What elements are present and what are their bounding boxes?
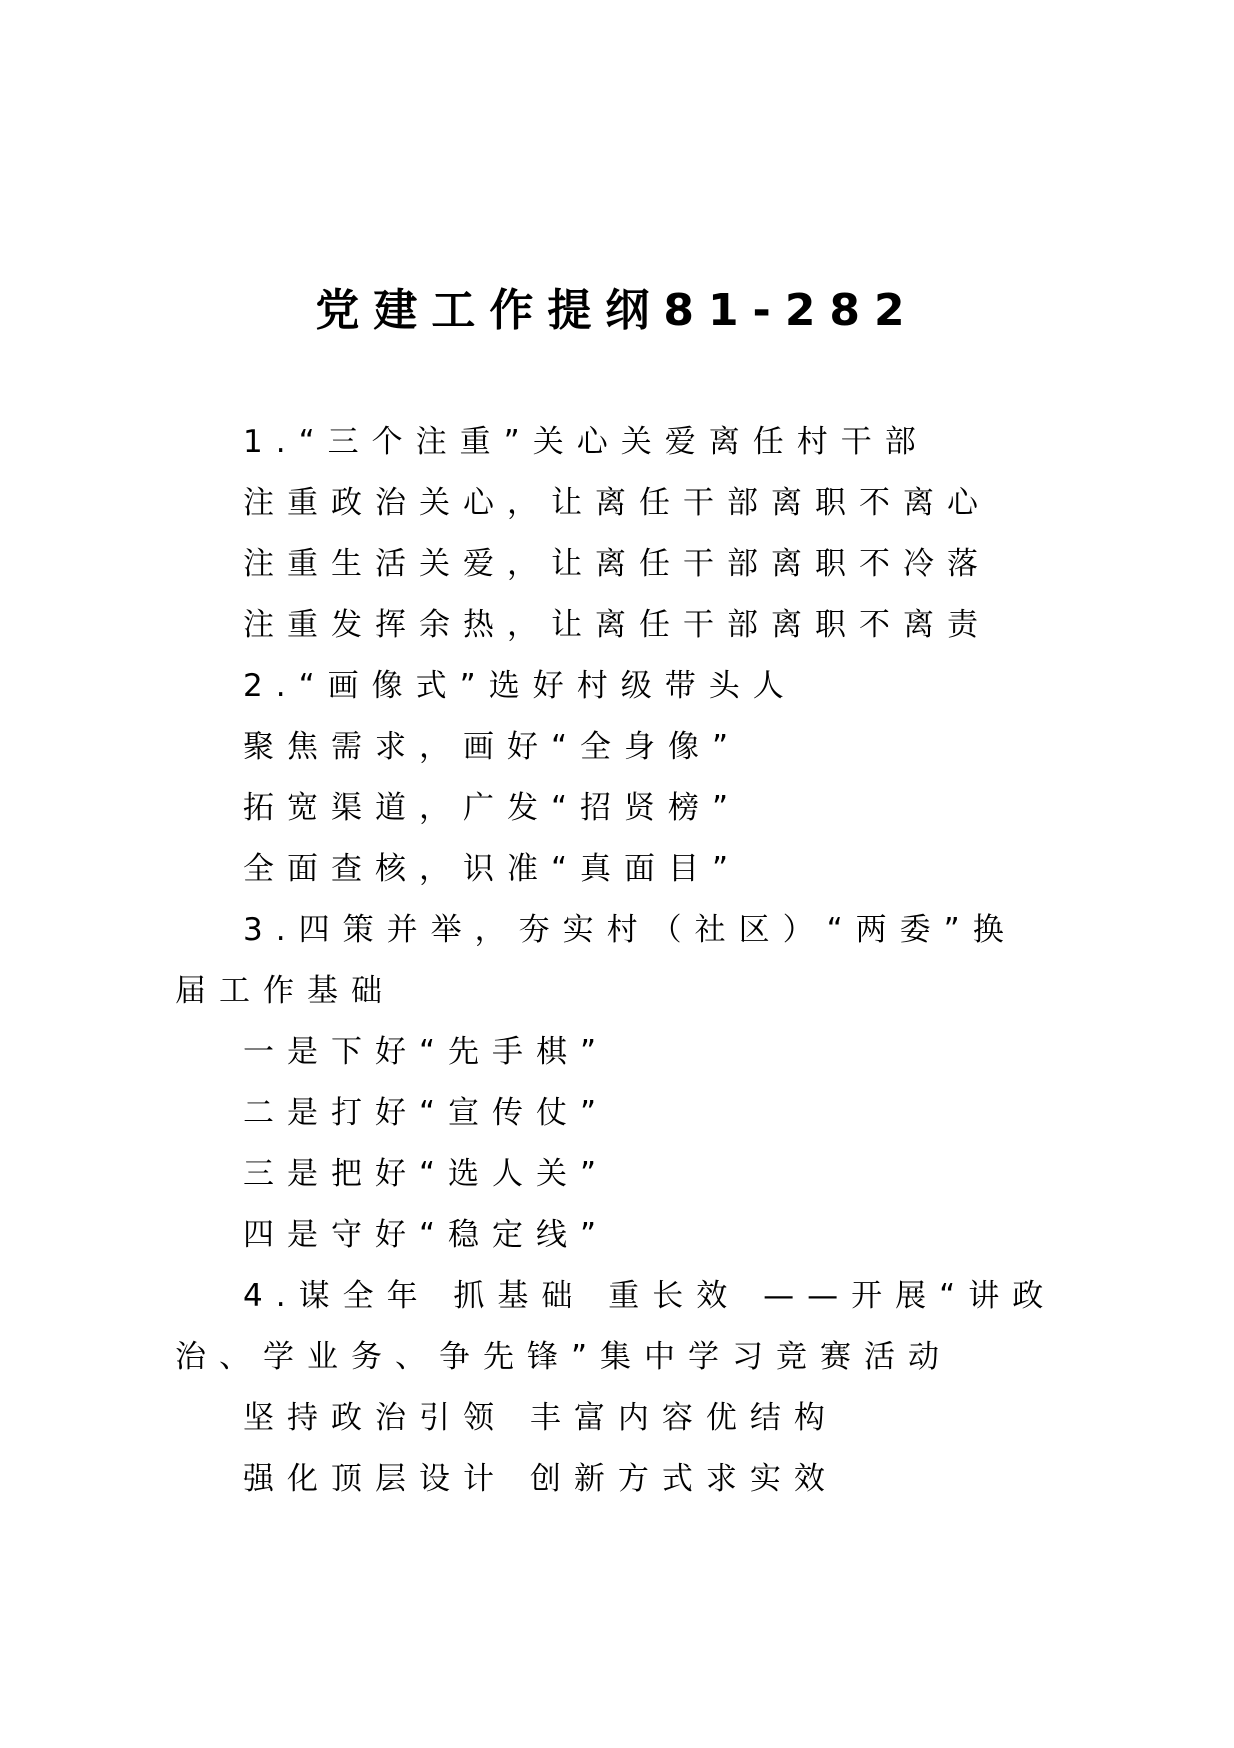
body-line: 聚焦需求，画好“全身像” (243, 729, 742, 765)
body-line: 注重政治关心，让离任干部离职不离心 (243, 485, 991, 521)
body-line: 一是下好“先手棋” (243, 1034, 610, 1070)
body-line: 注重生活关爱，让离任干部离职不冷落 (243, 546, 991, 582)
body-line: 四是守好“稳定线” (243, 1217, 610, 1253)
body-line: 全面查核，识准“真面目” (243, 851, 742, 887)
body-line: 三是把好“选人关” (243, 1156, 610, 1192)
body-line: 坚持政治引领 丰富内容优结构 (243, 1400, 838, 1436)
section-heading-4: 4.谋全年 抓基础 重长效 ——开展“讲政 (243, 1278, 1057, 1314)
section-heading-4-cont: 治、学业务、争先锋”集中学习竞赛活动 (175, 1339, 953, 1375)
section-heading-1: 1.“三个注重”关心关爱离任村干部 (243, 424, 929, 460)
section-heading-2: 2.“画像式”选好村级带头人 (243, 668, 797, 704)
body-line: 拓宽渠道，广发“招贤榜” (243, 790, 742, 826)
section-heading-3: 3.四策并举，夯实村（社区）“两委”换 (243, 912, 1017, 948)
body-line: 注重发挥余热，让离任干部离职不离责 (243, 607, 991, 643)
section-heading-3-cont: 届工作基础 (175, 973, 395, 1009)
body-line: 强化顶层设计 创新方式求实效 (243, 1461, 838, 1497)
body-line: 二是打好“宣传仗” (243, 1095, 610, 1131)
page-title: 党建工作提纲81-282 (315, 285, 919, 336)
